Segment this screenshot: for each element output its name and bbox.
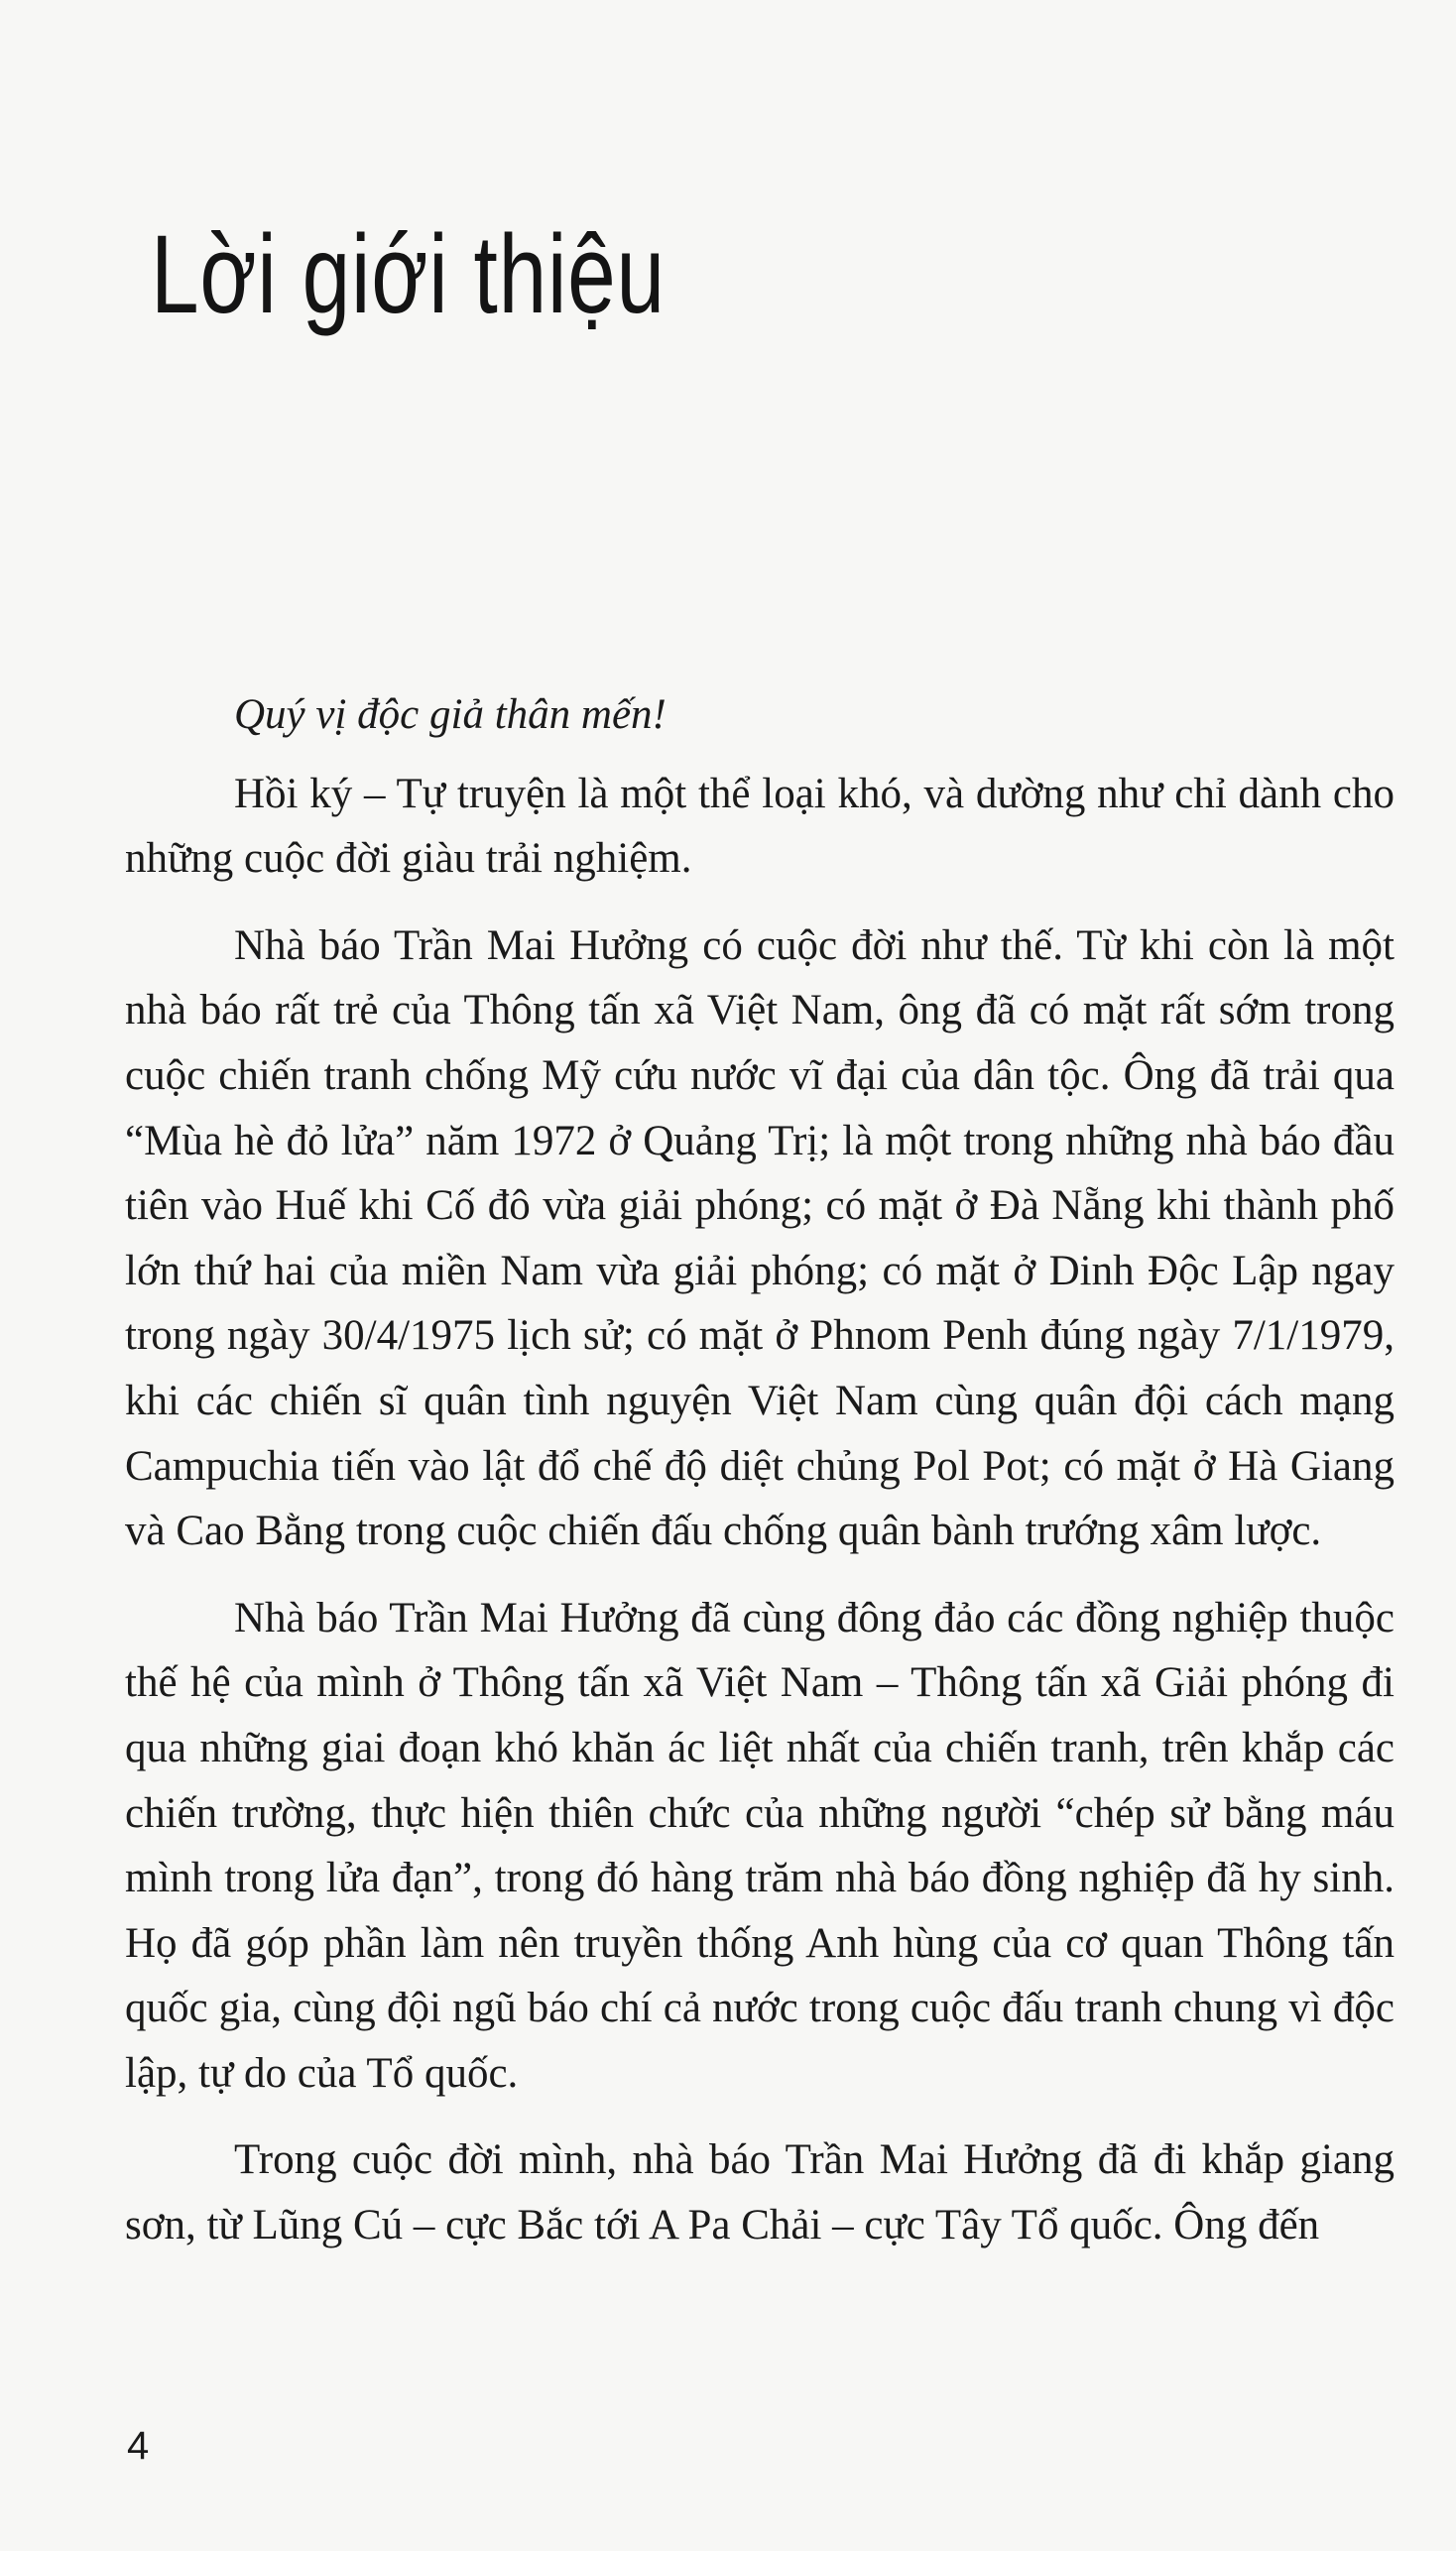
paragraph-intro: Hồi ký – Tự truyện là một thể loại khó, và dường như chỉ dành cho những cuộc đời giàu trải nghiệm. bbox=[125, 770, 1395, 883]
paragraph-travels: Trong cuộc đời mình, nhà báo Trần Mai Hưởng đã đi khắp giang sơn, từ Lũng Cú – cực Bắc tới A Pa Chải – cực Tây Tổ quốc. Ông đến bbox=[125, 2136, 1395, 2249]
body-text bbox=[125, 682, 1395, 2280]
salutation-paragraph: Quý vị độc giả thân mến! bbox=[234, 691, 667, 738]
paragraph-career: Nhà báo Trần Mai Hưởng có cuộc đời như thế. Từ khi còn là một nhà báo rất trẻ của Thông tấn xã Việt Nam, ông đã có mặt rất sớm trong cuộc chiến tranh chống Mỹ cứu nước vĩ đại của dân tộc. Ông đã trải qua “Mùa hè đỏ lửa” năm 1972 ở Quảng Trị; là một trong những nhà báo đầu tiên vào Huế khi Cố đô vừa giải phóng; có mặt ở Đà Nẵng khi thành phố lớn thứ hai của miền Nam vừa giải phóng; có mặt ở Dinh Độc Lập ngay trong ngày 30/4/1975 lịch sử; có mặt ở Phnom Penh đúng ngày 7/1/1979, khi các chiến sĩ quân tình nguyện Việt Nam cùng quân đội cách mạng Campuchia tiến vào lật đổ chế độ diệt chủng Pol Pot; có mặt ở Hà Giang và Cao Bằng trong cuộc chiến đấu chống quân bành trướng xâm lược. bbox=[125, 921, 1395, 1555]
chapter-title: Lời giới thiệu bbox=[151, 212, 666, 336]
paragraph-colleagues: Nhà báo Trần Mai Hưởng đã cùng đông đảo các đồng nghiệp thuộc thế hệ của mình ở Thông tấn xã Việt Nam – Thông tấn xã Giải phóng đi qua những giai đoạn khó khăn ác liệt nhất của chiến tranh, trên khắp các chiến trường, thực hiện thiên chức của những người “chép sử bằng máu mình trong lửa đạn”, trong đó hàng trăm nhà báo đồng nghiệp đã hy sinh. Họ đã góp phần làm nên truyền thống Anh hùng của cơ quan Thông tấn quốc gia, cùng đội ngũ báo chí cả nước trong cuộc đấu tranh chung vì độc lập, tự do của Tổ quốc. bbox=[125, 1594, 1395, 2097]
page-number: 4 bbox=[127, 2424, 150, 2468]
